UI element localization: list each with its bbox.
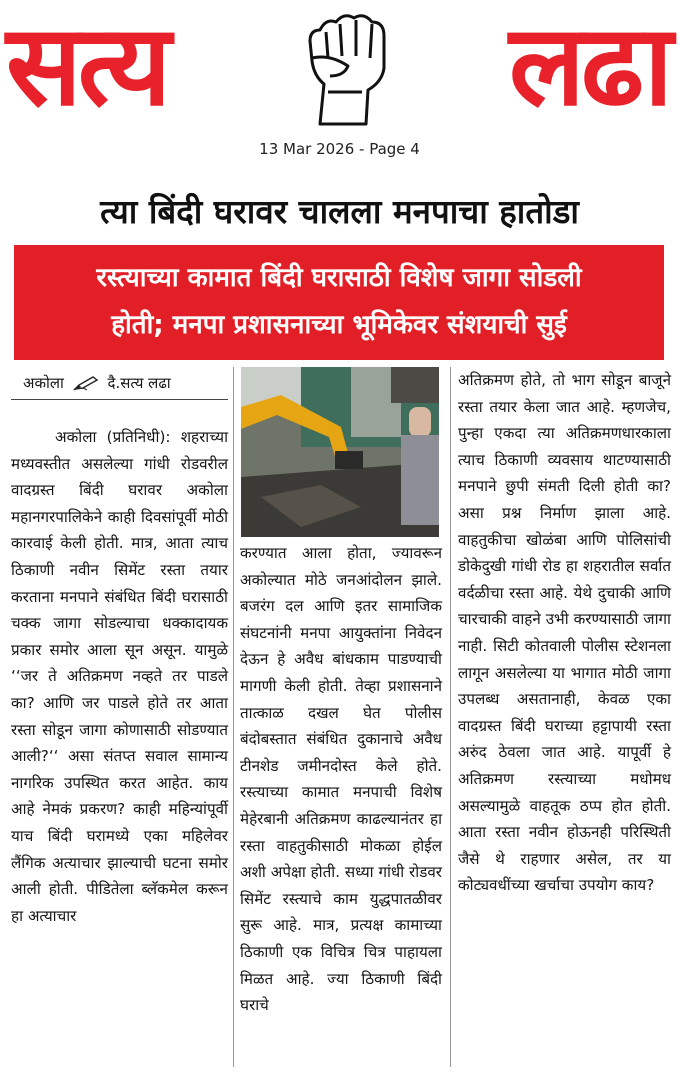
column-divider [450, 367, 451, 1067]
article-column-2 [240, 540, 442, 1019]
byline-author: दै.सत्य लढा [107, 374, 171, 392]
article-subheadline [14, 245, 664, 360]
subhead-line-1: रस्त्याच्या कामात बिंदी घरासाठी विशेष जागा सोडली [96, 263, 582, 293]
fist-logo-icon [290, 6, 396, 126]
byline-place: अकोला [23, 374, 64, 392]
byline [11, 367, 228, 400]
masthead [0, 0, 679, 138]
excavator-photo [241, 367, 439, 537]
masthead-word-left: सत्य [6, 1, 168, 131]
date-page-label: 13 Mar 2026 - Page 4 [259, 140, 420, 158]
article-column-3 [458, 367, 671, 899]
excavator-photo-icon [241, 367, 439, 537]
column-divider [233, 367, 234, 1067]
column-2-text: करण्यात आला होता, ज्यावरून अकोल्यात मोठे जनआंदोलन झाले. बजरंग दल आणि इतर सामाजिक संघटनांनी मनपा आयुक्तांना निवेदन देऊन हे अवैध बांधकाम पाडण्याची मागणी केली होती. तेव्हा प्रशासनाने तात्काळ दखल घेत पोलीस बंदोबस्तात संबंधित दुकानाचे अवैध टीनशेड जमीनदोस्त केले होते. रस्त्याच्या कामात मनपाची विशेष मेहेरबानी अतिक्रमण काढल्यानंतर हा रस्ता वाहतुकीसाठी मोकळा होईल अशी अपेक्षा होती. सध्या गांधी रोडवर सिमेंट रस्त्याचे काम युद्धपातळीवर सुरू आहे. मात्र, प्रत्यक्ष कामाच्या ठिकाणी एक विचित्र चित्र पाहायला मिळत आहे. ज्या ठिकाणी बिंदी घराचे [240, 544, 442, 1015]
pen-icon [73, 375, 99, 391]
article-headline: त्या बिंदी घरावर चालला मनपाचा हातोडा [100, 192, 579, 231]
masthead-word-right: लढा [509, 1, 669, 131]
article-column-1 [11, 367, 228, 929]
column-3-text: अतिक्रमण होते, तो भाग सोडून बाजूने रस्ता तयार केला जात आहे. म्हणजेच, पुन्हा एकदा त्या अतिक्रमणधारकाला त्याच ठिकाणी व्यवसाय थाटण्यासाठी मनपाने छुपी संमती दिली होती का? असा प्रश्न निर्माण झाला आहे. वाहतुकीचा खोळंबा आणि पोलिसांची डोकेदुखी गांधी रोड हा शहरातील सर्वात वर्दळीचा रस्ता आहे. येथे दुचाकी आणि चारचाकी वाहने उभी करण्यासाठी जागा नाही. सिटी कोतवाली पोलीस स्टेशनला लागून असलेल्या या भागात मोठी जागा उपलब्ध असतानाही, केवळ एका वादग्रस्त बिंदी घराच्या हट्टापायी रस्ता अरुंद ठेवला जात आहे. यापूर्वी हे अतिक्रमण रस्त्याच्या मधोमध असल्यामुळे वाहतूक ठप्प होत होती. आता रस्ता नवीन होऊनही परिस्थिती जैसे थे राहणार असेल, तर या कोट्यवधींच्या खर्चाचा उपयोग काय? [458, 371, 671, 895]
subhead-line-2: होती; मनपा प्रशासनाच्या भूमिकेवर संशयाची सुई [111, 310, 567, 340]
column-1-text: अकोला (प्रतिनिधी): शहराच्या मध्यवस्तीत असलेल्या गांधी रोडवरील वादग्रस्त बिंदी घरावर अकोला महानगरपालिकेने काही दिवसांपूर्वी मोठी कारवाई केली होती. मात्र, आता त्याच ठिकाणी नवीन सिमेंट रस्ता तयार करताना मनपाने संबंधित बिंदी घरासाठी चक्क जागा सोडल्याचा धक्कादायक प्रकार समोर आला सून असून. यामुळे ‘‘जर ते अतिक्रमण नव्हते तर पाडले का? आणि जर पाडले होते तर आता रस्ता सोडून जागा कोणासाठी सोडण्यात आली?‘‘ असा संतप्त सवाल सामान्य नागरिक उपस्थित करत आहेत. काय आहे नेमकं प्रकरण? काही महिन्यांपूर्वी याच बिंदी घरामध्ये एका महिलेवर लैंगिक अत्याचार झाल्याची घटना समोर आली होती. पीडितेला ब्लॅकमेल करून हा अत्याचार [11, 428, 228, 925]
